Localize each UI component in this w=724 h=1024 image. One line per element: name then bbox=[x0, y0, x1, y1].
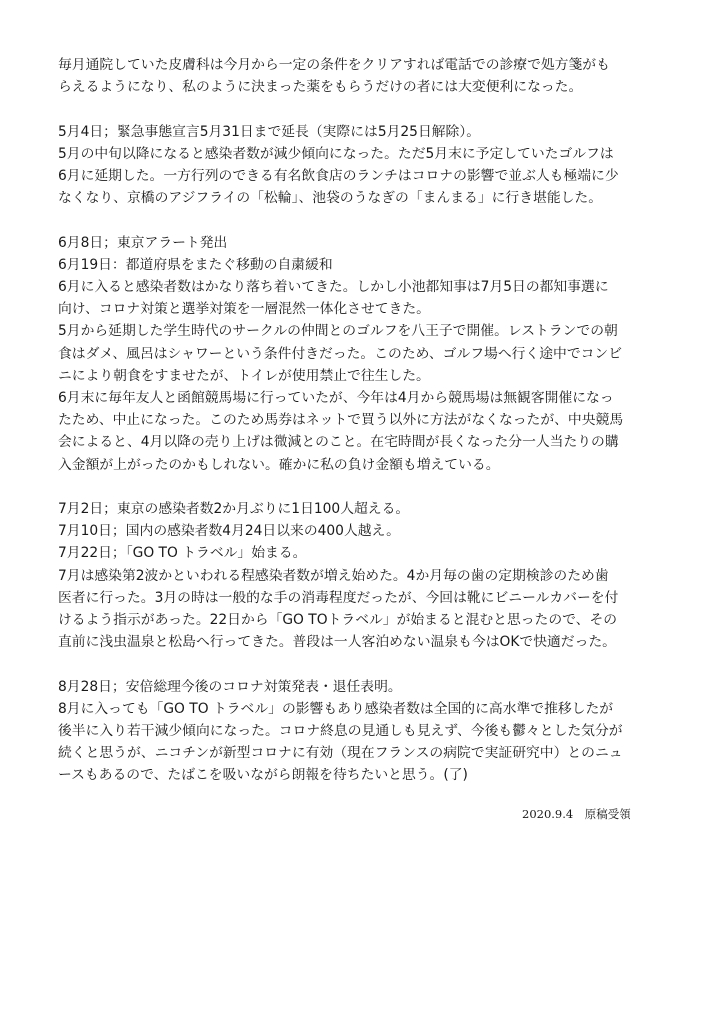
text-line: なくなり、京橋のアジフライの「松輪」、池袋のうなぎの「まんまる」に行き堪能した。 bbox=[58, 190, 603, 207]
text-line: 5月の中旬以降になると感染者数が減少傾向になった。ただ5月末に予定していたゴルフは bbox=[58, 145, 614, 162]
text-line: 6月に延期した。一方行列のできる有名飲食店のランチはコロナの影響で並ぶ人も極端に少 bbox=[58, 168, 619, 184]
text-line: 6月に入ると感染者数はかなり落ち着いてきた。しかし小池都知事は7月5日の都知事選に bbox=[58, 279, 609, 295]
text-line: ニにより朝食をすませたが、トイレが使用禁止で往生した。 bbox=[58, 367, 430, 384]
date-heading: 7月2日；東京の感染者数2か月ぶりに1日100人超える。 bbox=[58, 501, 410, 518]
text-line: 7月は感染第2波かといわれる程感染者数が増え始めた。4か月毎の歯の定期検診のため歯 bbox=[58, 567, 609, 584]
paragraph-july bbox=[58, 498, 680, 653]
text-line: 直前に浅虫温泉と松島へ行ってきた。普段は一人客泊めない温泉も今はOKで快適だった。 bbox=[58, 634, 616, 651]
manuscript-received-date: 2020.9.4 原稿受領 bbox=[522, 807, 631, 821]
date-heading: 7月10日；国内の感染者数4月24日以来の400人越え。 bbox=[58, 523, 400, 540]
text-line: たため、中止になった。このため馬券はネットで買う以外に方法がなくなったが、中央競馬 bbox=[58, 412, 624, 429]
text-line: 向け、コロナ対策と選挙対策を一層混然一体化させてきた。 bbox=[58, 301, 430, 318]
text-line: けるよう指示があった。22日から「GO TOトラベル」が始まると混むと思ったので、その bbox=[58, 612, 618, 629]
paragraph-june bbox=[58, 232, 680, 476]
text-line: 医者に行った。3月の時は一般的な手の消毒程度だったが、今回は靴にビニールカバーを付 bbox=[58, 589, 619, 606]
text-line: 後半に入り若干減少傾向になった。コロナ終息の見通しも見えず、今後も鬱々とした気分が bbox=[58, 723, 623, 740]
text-line: 続くと思うが、ニコチンが新型コロナに有効（現在フランスの病院で実証研究中）とのニュ bbox=[58, 745, 623, 762]
date-heading: 6月8日；東京アラート発出 bbox=[58, 234, 228, 251]
text-line: 食はダメ、風呂はシャワーという条件付きだった。このため、ゴルフ場へ行く途中でコンビ bbox=[58, 345, 623, 362]
text-line: ースもあるので、たばこを吸いながら朗報を待ちたいと思う。(了) bbox=[58, 767, 468, 784]
text-line: 会によると、4月以降の売り上げは微減とのこと。在宅時間が長くなった分一人当たりの購 bbox=[58, 434, 619, 451]
paragraph-may bbox=[58, 121, 680, 210]
date-heading: 6月19日：都道府県をまたぐ移動の自粛緩和 bbox=[58, 256, 333, 273]
text-line: 毎月通院していた皮膚科は今月から一定の条件をクリアすれば電話での診療で処方箋がも bbox=[58, 57, 610, 73]
text-line: 8月に入っても「GO TO トラベル」の影響もあり感染者数は全国的に高水準で推移したが bbox=[58, 700, 614, 717]
paragraph-august bbox=[58, 676, 680, 787]
text-line: 5月から延期した学生時代のサークルの仲間とのゴルフを八王子で開催。レストランでの朝 bbox=[58, 323, 618, 340]
text-line: らえるようになり、私のように決まった薬をもらうだけの者には大変便利になった。 bbox=[58, 79, 583, 96]
document-body bbox=[58, 54, 680, 809]
date-heading: 8月28日；安倍総理今後のコロナ対策発表・退任表明。 bbox=[58, 678, 402, 695]
text-line: 入金額が上がったのかもしれない。確かに私の負け金額も増えている。 bbox=[58, 456, 500, 473]
paragraph-dermatology bbox=[58, 54, 680, 98]
text-line: 6月末に毎年友人と函館競馬場に行っていたが、今年は4月から競馬場は無観客開催になっ bbox=[58, 390, 614, 407]
date-heading: 5月4日；緊急事態宣言5月31日まで延長（実際には5月25日解除）。 bbox=[58, 123, 481, 140]
date-heading: 7月22日；「GO TO トラベル」始まる。 bbox=[58, 545, 307, 562]
